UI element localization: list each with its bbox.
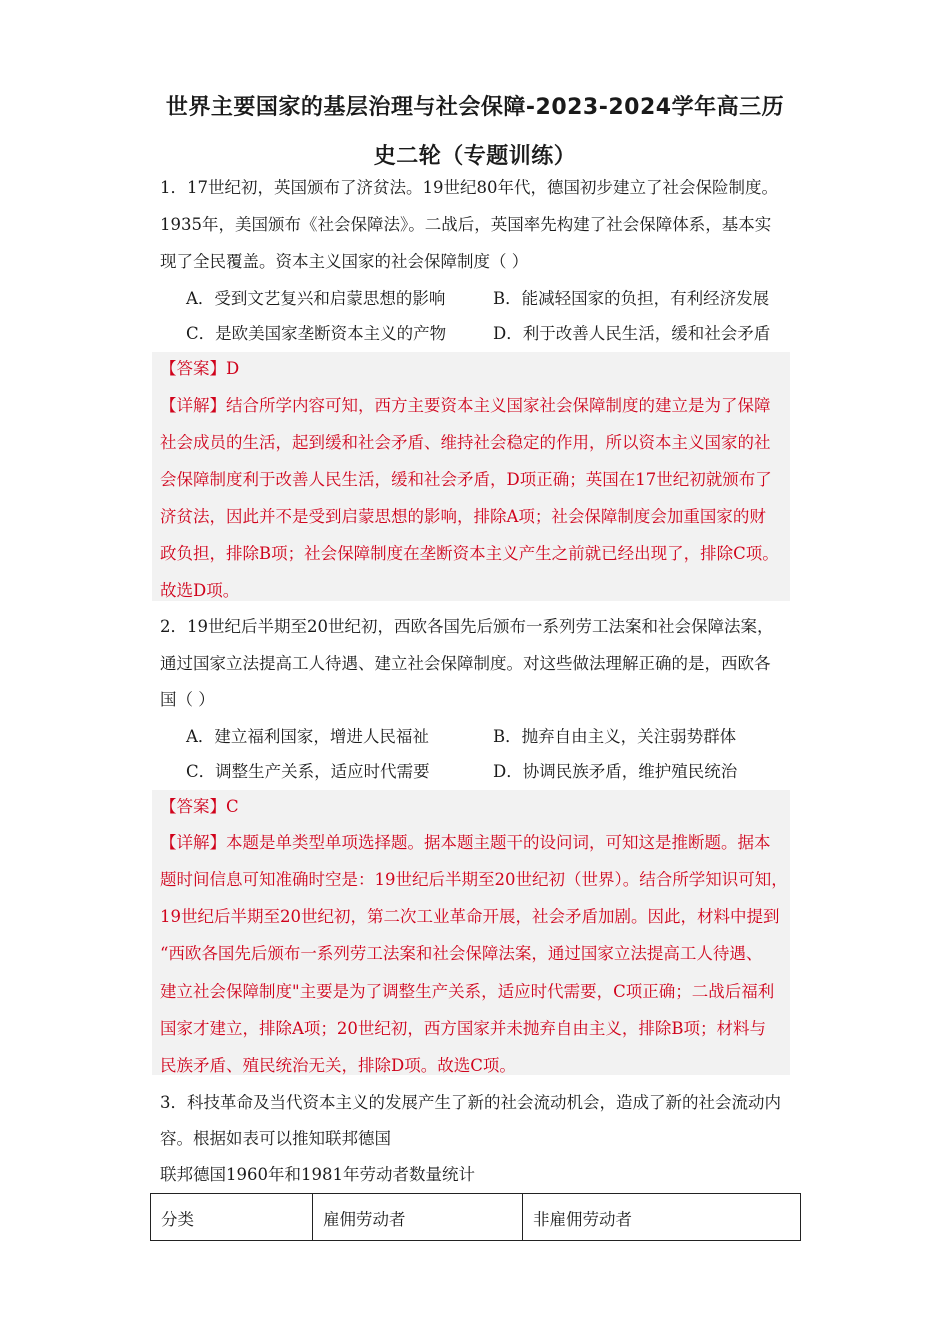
q3-stem-line-1: 3．科技革命及当代资本主义的发展产生了新的社会流动机会，造成了新的社会流动内 [160, 1093, 781, 1112]
q2-option-b: B．抛弃自由主义，关注弱势群体 [493, 727, 737, 746]
q3-stem-line-2: 容。根据如表可以推知联邦德国 [160, 1129, 391, 1148]
q1-option-d: D．利于改善人民生活，缓和社会矛盾 [493, 324, 771, 343]
q1-detail-line-5: 政负担，排除B项；社会保障制度在垄断资本主义产生之前就已经出现了，排除C项。 [160, 544, 779, 563]
q2-detail-tag: 【详解】 [160, 833, 226, 852]
table-header-cell: 非雇佣劳动者 [523, 1194, 801, 1241]
q1-detail-line-3: 会保障制度利于改善人民生活，缓和社会矛盾，D项正确；英国在17世纪初就颁布了 [160, 470, 772, 489]
q1-detail-line-4: 济贫法，因此并不是受到启蒙思想的影响，排除A项；社会保障制度会加重国家的财 [160, 507, 766, 526]
q3-table-caption: 联邦德国1960年和1981年劳动者数量统计 [160, 1165, 475, 1184]
q2-detail-text-1: 本题是单类型单项选择题。据本题主题干的设问词，可知这是推断题。据本 [226, 833, 771, 852]
q2-detail-line-3: 19世纪后半期至20世纪初，第二次工业革命开展，社会矛盾加剧。因此，材料中提到 [160, 907, 780, 926]
document-title-line-2: 史二轮（专题训练） [373, 144, 577, 169]
q1-answer [160, 359, 239, 379]
table-row [151, 1194, 801, 1241]
q2-detail-line-7: 民族矛盾、殖民统治无关，排除D项。故选C项。 [160, 1056, 516, 1075]
q2-answer-tag: 【答案】 [160, 797, 226, 816]
q1-detail-text-1: 结合所学内容可知，西方主要资本主义国家社会保障制度的建立是为了保障 [226, 396, 771, 415]
q1-option-a: A．受到文艺复兴和启蒙思想的影响 [186, 289, 446, 308]
document-title-line-1: 世界主要国家的基层治理与社会保障-2023-2024学年高三历 [165, 95, 785, 120]
q2-option-c: C．调整生产关系，适应时代需要 [186, 762, 430, 781]
q2-detail-line-5: 建立社会保障制度"主要是为了调整生产关系，适应时代需要，C项正确；二战后福利 [160, 982, 775, 1001]
q2-answer-value: C [226, 797, 239, 816]
q1-answer-tag: 【答案】 [160, 359, 226, 378]
q1-option-b: B．能减轻国家的负担，有利经济发展 [493, 289, 770, 308]
table-header-cell: 分类 [151, 1194, 313, 1241]
q1-answer-value: D [226, 359, 240, 378]
q1-detail-line-1 [160, 396, 771, 416]
q1-stem-line-1: 1．17世纪初，英国颁布了济贫法。19世纪80年代，德国初步建立了社会保险制度。 [160, 178, 778, 197]
q1-option-c: C．是欧美国家垄断资本主义的产物 [186, 324, 447, 343]
q1-detail-line-2: 社会成员的生活，起到缓和社会矛盾、维持社会稳定的作用，所以资本主义国家的社 [160, 433, 771, 452]
q1-detail-line-6: 故选D项。 [160, 581, 240, 600]
q2-detail-line-1 [160, 833, 771, 853]
q2-detail-line-6: 国家才建立，排除A项；20世纪初，西方国家并未抛弃自由主义，排除B项；材料与 [160, 1019, 767, 1038]
q2-detail-line-2: 题时间信息可知准确时空是：19世纪后半期至20世纪初（世界）。结合所学知识可知， [160, 870, 788, 889]
q2-stem-line-1: 2．19世纪后半期至20世纪初，西欧各国先后颁布一系列劳工法案和社会保障法案， [160, 617, 774, 636]
q2-stem-line-2: 通过国家立法提高工人待遇、建立社会保障制度。对这些做法理解正确的是，西欧各 [160, 654, 771, 673]
q3-data-table [150, 1193, 801, 1241]
q2-detail-line-4: “西欧各国先后颁布一系列劳工法案和社会保障法案，通过国家立法提高工人待遇、 [160, 944, 763, 963]
q2-option-d: D．协调民族矛盾，维护殖民统治 [493, 762, 738, 781]
q1-stem-line-2: 1935年，美国颁布《社会保障法》。二战后，英国率先构建了社会保障体系，基本实 [160, 215, 772, 234]
q1-stem-line-3: 现了全民覆盖。资本主义国家的社会保障制度（ ） [160, 252, 529, 271]
q2-option-a: A．建立福利国家，增进人民福祉 [186, 727, 429, 746]
q2-answer [160, 797, 239, 817]
q2-stem-line-3: 国（ ） [160, 690, 215, 709]
table-header-cell: 雇佣劳动者 [313, 1194, 523, 1241]
q1-detail-tag: 【详解】 [160, 396, 226, 415]
